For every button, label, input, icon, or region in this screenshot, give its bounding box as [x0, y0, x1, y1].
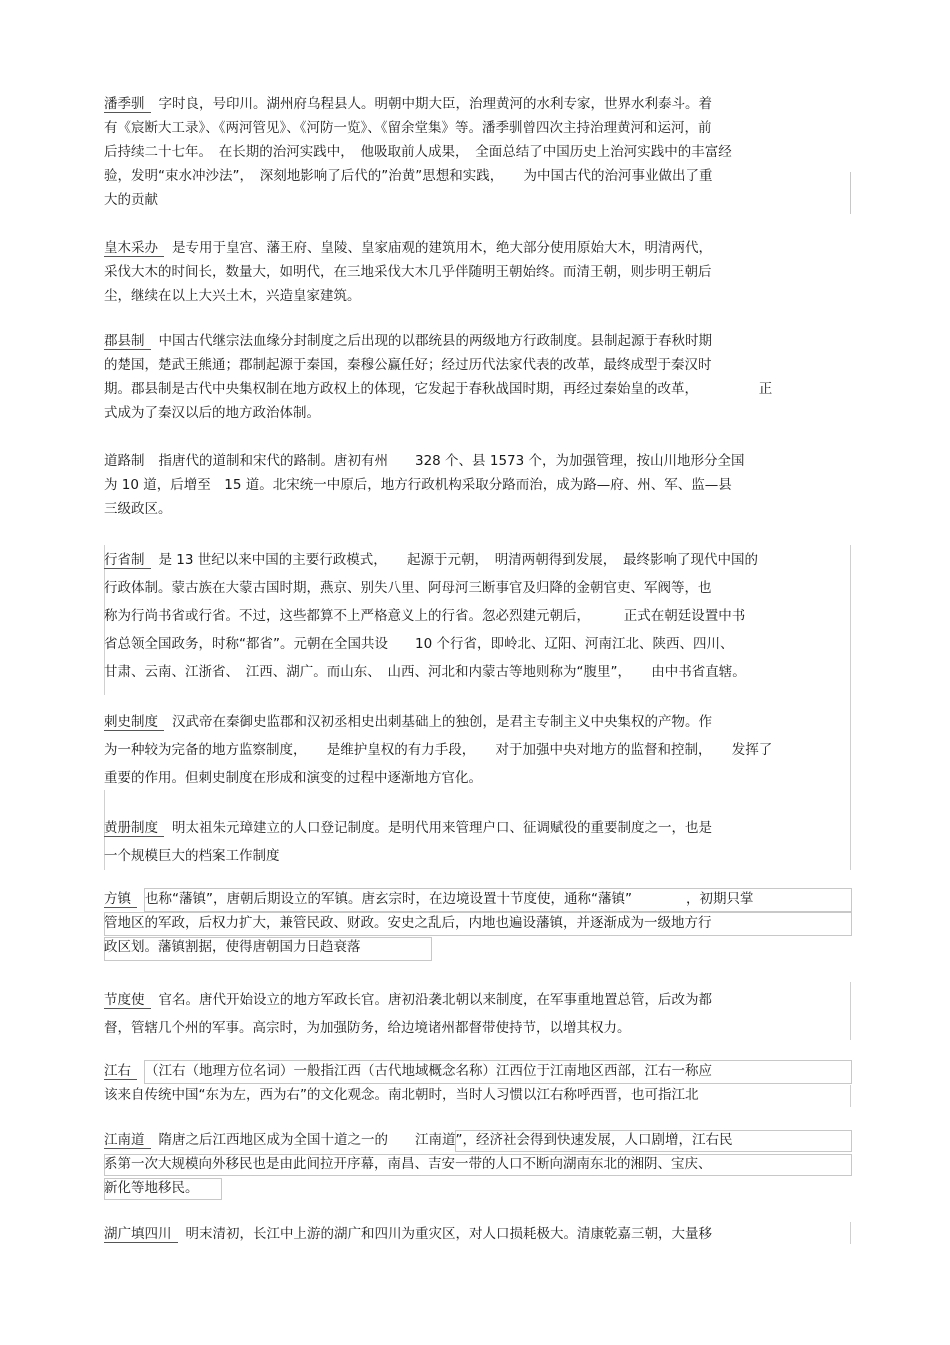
glossary-entry	[104, 451, 745, 523]
entry-line: 尘，继续在以上大兴土木，兴造皇家建筑。	[104, 288, 361, 304]
entry-line: 一个规模巨大的档案工作制度	[104, 848, 280, 864]
glossary-entry	[104, 550, 758, 690]
entry-line: 采伐大木的时间长，数量大，如明代，在三地采伐大木几乎伴随明王朝始终。而清王朝，则步明王朝后	[104, 264, 712, 280]
entry-line: 大的贡献	[104, 192, 158, 208]
entry-line: 为 10 道，后增至 15 道。北宋统一中原后，地方行政机构采取分路而治，成为路—府、州、军、监—县	[104, 477, 732, 493]
glossary-entry	[104, 1130, 733, 1202]
entry-line-first	[104, 818, 712, 846]
scan-rule	[850, 545, 851, 870]
entry-line: 三级政区。	[104, 501, 172, 517]
entry-text: 是专用于皇宫、藩王府、皇陵、皇家庙观的建筑用木，绝大部分使用原始大木，明清两代，	[172, 240, 712, 256]
entry-line: 新化等地移民。	[104, 1180, 199, 1196]
entry-text: 指唐代的道制和宋代的路制。唐初有州 328 个、县 1573 个，为加强管理，按山川地形分全国	[158, 453, 745, 469]
entry-term: 湖广填四川	[104, 1226, 178, 1243]
entry-term: 郡县制	[104, 333, 151, 350]
entry-text: 官名。唐代开始设立的地方军政长官。唐初沿袭北朝以来制度，在军事重地置总管，后改为都	[158, 992, 712, 1008]
entry-line: 后持续二十七年。 在长期的治河实践中， 他吸取前人成果， 全面总结了中国历史上治河实践中的丰富经	[104, 144, 732, 160]
entry-line-first	[104, 331, 772, 355]
entry-line-first	[104, 451, 745, 475]
entry-term: 方镇	[104, 891, 137, 908]
entry-line: 该来自传统中国“东为左，西为右”的文化观念。南北朝时，当时人习惯以江右称呼西晋，也可指江北	[104, 1087, 699, 1103]
glossary-entry	[104, 238, 712, 310]
entry-term: 行省制	[104, 552, 151, 569]
glossary-entry	[104, 1224, 712, 1248]
glossary-entry	[104, 889, 753, 961]
entry-text: 中国古代继宗法血缘分封制度之后出现的以郡统县的两级地方行政制度。县制起源于春秋时期	[158, 333, 712, 349]
entry-line: 期。郡县制是古代中央集权制在地方政权上的体现，它发起于春秋战国时期，再经过秦始皇的改革， 正	[104, 381, 773, 397]
entry-term: 江南道	[104, 1132, 151, 1149]
glossary-entry	[104, 712, 772, 796]
entry-line: 甘肃、云南、江浙省、 江西、湖广。而山东、 山西、河北和内蒙古等地则称为“腹里”， 由中书省直辖。	[104, 664, 746, 680]
entry-line-first	[104, 550, 758, 578]
glossary-entry	[104, 1061, 712, 1109]
entry-line-first	[104, 1130, 733, 1154]
entry-line-first	[104, 1061, 712, 1085]
entry-term: 道路制	[104, 453, 145, 469]
entry-term: 刺史制度	[104, 714, 164, 731]
entry-term: 黄册制度	[104, 820, 164, 837]
glossary-entry	[104, 331, 772, 427]
entry-text: 隋唐之后江西地区成为全国十道之一的 江南道”，经济社会得到快速发展，人口剧增，江右民	[158, 1132, 733, 1148]
entry-text: 是 13 世纪以来中国的主要行政模式， 起源于元朝， 明清两朝得到发展， 最终影响了现代中国的	[158, 552, 759, 568]
entry-line: 政区划。藩镇割据，使得唐朝国力日趋衰落	[104, 939, 361, 955]
entry-text: （江右（地理方位名词）一般指江西（古代地域概念名称）江西位于江南地区西部，江右一称应	[145, 1063, 712, 1079]
entry-term: 潘季驯	[104, 96, 151, 113]
scan-rule	[850, 1222, 851, 1244]
entry-line: 验，发明“束水冲沙法”， 深刻地影响了后代的”治黄”思想和实践， 为中国古代的治河事业做出了重	[104, 168, 713, 184]
entry-text: 明太祖朱元璋建立的人口登记制度。是明代用来管理户口、征调赋役的重要制度之一，也是	[172, 820, 712, 836]
entry-line: 系第一次大规模向外移民也是由此间拉开序幕，南昌、吉安一带的人口不断向湖南东北的湘阴、宝庆、	[104, 1156, 712, 1172]
entry-term: 节度使	[104, 992, 151, 1009]
entry-line: 有《宸断大工录》、《两河管见》、《河防一览》、《留余堂集》等。潘季驯曾四次主持治理黄河和运河，前	[104, 120, 712, 136]
entry-line: 省总领全国政务，时称“都省”。元朝在全国共设 10 个行省，即岭北、辽阳、河南江北、陕西、四川、	[104, 636, 734, 652]
entry-line: 管地区的军政，后权力扩大，兼管民政、财政。安史之乱后，内地也遍设藩镇，并逐渐成为一级地方行	[104, 915, 712, 931]
glossary-entry	[104, 818, 712, 874]
entry-line-first	[104, 712, 772, 740]
entry-term: 皇木采办	[104, 240, 164, 257]
glossary-entry	[104, 94, 732, 214]
entry-line: 督，管辖几个州的军事。高宗时，为加强防务，给边境诸州都督带使持节，以增其权力。	[104, 1020, 631, 1036]
entry-text: 明末清初，长江中上游的湖广和四川为重灾区，对人口损耗极大。清康乾嘉三朝，大量移	[185, 1226, 712, 1242]
entry-line-first	[104, 94, 732, 118]
scan-rule	[850, 982, 851, 1040]
entry-line: 称为行尚书省或行省。不过，这些都算不上严格意义上的行省。忽必烈建元朝后， 正式在朝廷设置中书	[104, 608, 746, 624]
entry-line: 为一种较为完备的地方监察制度， 是维护皇权的有力手段， 对于加强中央对地方的监督和控制， 发挥了	[104, 742, 773, 758]
entry-line-first	[104, 990, 712, 1018]
entry-line-first	[104, 238, 712, 262]
entry-line-first	[104, 1224, 712, 1248]
entry-term: 江右	[104, 1063, 137, 1080]
entry-text: 也称“藩镇”，唐朝后期设立的军镇。唐玄宗时，在边境设置十节度使，通称“藩镇” ，初期只掌	[145, 891, 754, 907]
scan-rule	[850, 1085, 851, 1107]
glossary-entry	[104, 990, 712, 1046]
entry-line: 重要的作用。但刺史制度在形成和演变的过程中逐渐地方官化。	[104, 770, 482, 786]
entry-line: 的楚国，楚武王熊通；郡制起源于秦国，秦穆公赢任好；经过历代法家代表的改革，最终成型于秦汉时	[104, 357, 712, 373]
entry-line: 行政体制。蒙古族在大蒙古国时期，燕京、别失八里、阿母河三断事官及归降的金朝官吏、军阀等，也	[104, 580, 712, 596]
entry-line: 式成为了秦汉以后的地方政治体制。	[104, 405, 320, 421]
entry-line-first	[104, 889, 753, 913]
entry-text: 字时良，号印川。湖州府乌程县人。明朝中期大臣，治理黄河的水利专家，世界水利泰斗。着	[158, 96, 712, 112]
entry-text: 汉武帝在秦御史监郡和汉初丞相史出刺基础上的独创，是君主专制主义中央集权的产物。作	[172, 714, 712, 730]
